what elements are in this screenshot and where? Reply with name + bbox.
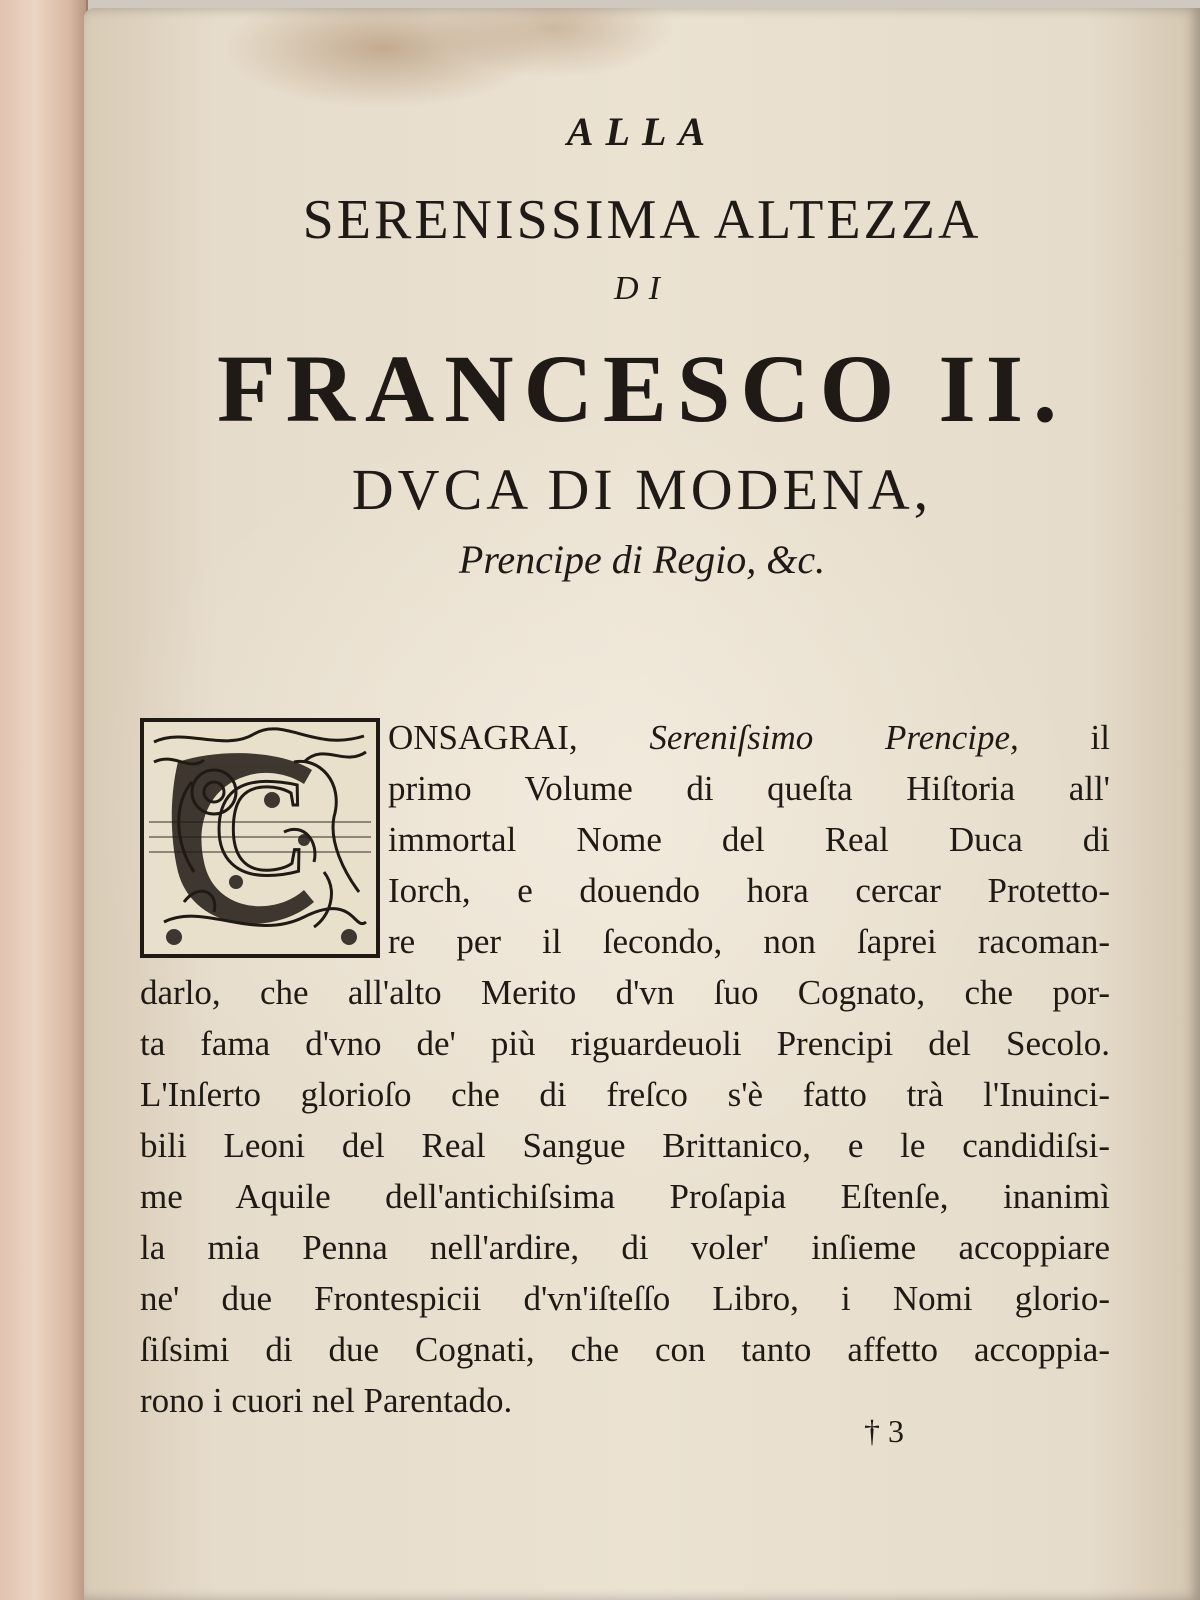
drop-cap-letter: C (213, 750, 307, 906)
dedication-line-7: ta fama d'vno de' più riguardeuoli Prencipi del Secolo. (140, 1024, 1110, 1063)
dedication-line-11: la mia Penna nell'ardire, di voler' inſieme accoppiare (140, 1228, 1110, 1267)
heading-serenissima-altezza: SERENISSIMA ALTEZZA (302, 189, 982, 251)
dedication-line-3: immortal Nome del Real Duca di (388, 820, 1110, 859)
dedication-line-13: ſiſsimi di due Cognati, che con tanto affetto accoppia- (140, 1330, 1110, 1369)
left-page-edge (0, 0, 88, 1600)
heading-alla: ALLA (566, 109, 718, 154)
heading-duca-di-modena: DVCA DI MODENA, (351, 457, 933, 522)
dedication-line-9: bili Leoni del Real Sangue Brittanico, e le candidiſsi- (140, 1126, 1110, 1165)
dedication-line-4: Iorch, e douendo hora cercar Protetto- (388, 871, 1110, 910)
dedication-line-12: ne' due Frontespicii d'vn'iſteſſo Libro, i Nomi glorio- (140, 1279, 1110, 1318)
heading-di: DI (614, 270, 670, 307)
opening-word: ONSAGRAI, (388, 718, 578, 757)
dedication-line-5: re per il ſecondo, non ſaprei racoman- (388, 922, 1110, 961)
dedication-line-1 (140, 712, 1110, 763)
dedication-text (140, 712, 1110, 1426)
dedication-line-8: L'Inſerto glorioſo che di freſco s'è fatto trà l'Inuinci- (140, 1075, 1110, 1114)
dedication-line-6: darlo, che all'alto Merito d'vn ſuo Cognato, che por- (140, 973, 1110, 1012)
dedication-line-10: me Aquile dell'antichiſsima Proſapia Eſtenſe, inanimì (140, 1177, 1110, 1216)
heading-francesco: FRANCESCO II. (216, 335, 1068, 442)
signature-mark: † 3 (864, 1413, 904, 1449)
dedication-line-2: primo Volume di queſta Hiſtoria all' (388, 769, 1110, 808)
dedication-line-14: rono i cuori nel Parentado. (140, 1381, 513, 1420)
book-page (84, 8, 1200, 1600)
opening-italic: Sereniſsimo Prencipe, (649, 718, 1019, 757)
heading-prencipe-di-regio: Prencipe di Regio, &c. (458, 537, 826, 582)
text-fragment: il (1090, 718, 1110, 757)
